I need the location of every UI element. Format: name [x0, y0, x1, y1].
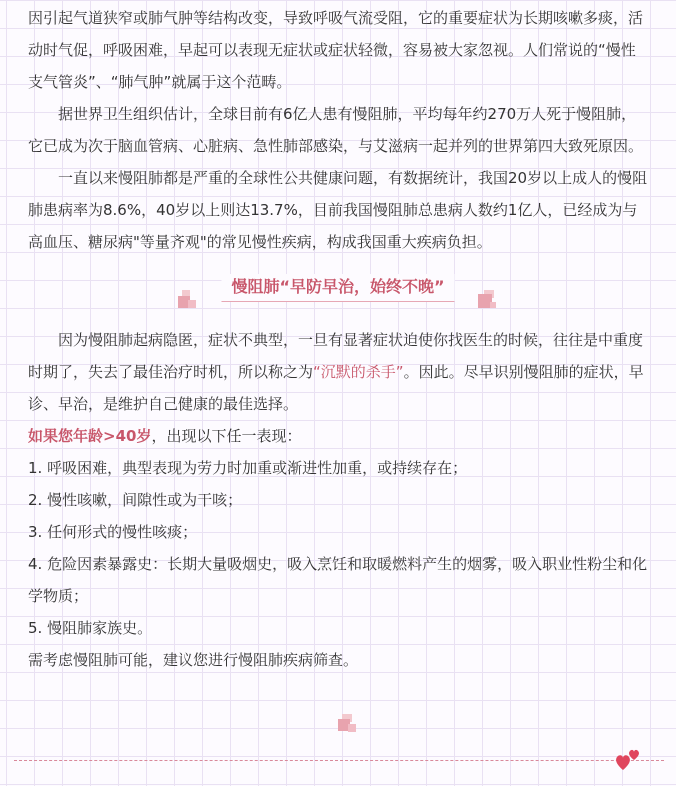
paragraph-china-stats: 一直以来慢阻肺都是严重的全球性公共健康问题，有数据统计，我国20岁以上成人的慢阻肺患病率为8.6%，40岁以上则达13.7%，目前我国慢阻肺总患病人数约1亿人，已经成为与高血压、糖尿病"等量齐观"的常见慢性疾病，构成我国重大疾病负担。	[28, 169, 648, 251]
list-item: 4. 危险因素暴露史：长期大量吸烟史，吸入烹饪和取暖燃料产生的烟雾，吸入职业性粉尘和化学物质；	[28, 555, 648, 605]
condition-rest: ，出现以下任一表现：	[151, 427, 302, 445]
paragraph-text-b: 。因此。尽早识别慢阻肺的症状，早诊、早治，是维护自己健康的最佳选择。	[28, 363, 644, 413]
article-body	[28, 0, 648, 676]
paragraph-text-a: 因为慢阻肺起病隐匿，症状不典型，一旦有显著症状迫使你找医生的时候，往往是中重度时期了，失去了最佳治疗时机，所以称之为	[28, 331, 644, 381]
list-item: 1. 呼吸困难，典型表现为劳力时加重或渐进性加重，或持续存在；	[28, 459, 468, 477]
age-condition-highlight: 如果您年龄>40岁	[28, 427, 152, 445]
closing-advice: 需考虑慢阻肺可能，建议您进行慢阻肺疾病筛查。	[28, 651, 359, 669]
section-heading	[28, 262, 648, 318]
bottom-divider	[14, 760, 664, 761]
list-item: 5. 慢阻肺家族史。	[28, 619, 153, 637]
silent-killer-highlight: “沉默的杀手”	[313, 363, 404, 381]
paragraph-who-estimate: 据世界卫生组织估计，全球目前有6亿人患有慢阻肺，平均每年约270万人死于慢阻肺，它已成为次于脑血管病、心脏病、急性肺部感染，与艾滋病一起并列的世界第四大致死原因。	[28, 105, 644, 155]
pixel-square-deco	[478, 290, 498, 310]
paragraph-intro: 因引起气道狭窄或肺气肿等结构改变，导致呼吸气流受阻，它的重要症状为长期咳嗽多痰，活动时气促，呼吸困难，早起可以表现无症状或症状轻微，容易被大家忽视。人们常说的“慢性支气管炎”、“肺气肿”就属于这个范畴。	[28, 9, 644, 91]
condition-line	[28, 420, 648, 452]
list-item: 2. 慢性咳嗽，间隙性或为干咳；	[28, 491, 243, 509]
pixel-square-deco	[178, 290, 198, 310]
paragraph-silent-killer	[28, 324, 648, 420]
pixel-square-deco	[338, 714, 358, 734]
section-title: 慢阻肺“早防早治，始终不晚”	[221, 274, 454, 302]
list-item: 3. 任何形式的慢性咳痰；	[28, 523, 198, 541]
heart-icon	[614, 748, 644, 774]
